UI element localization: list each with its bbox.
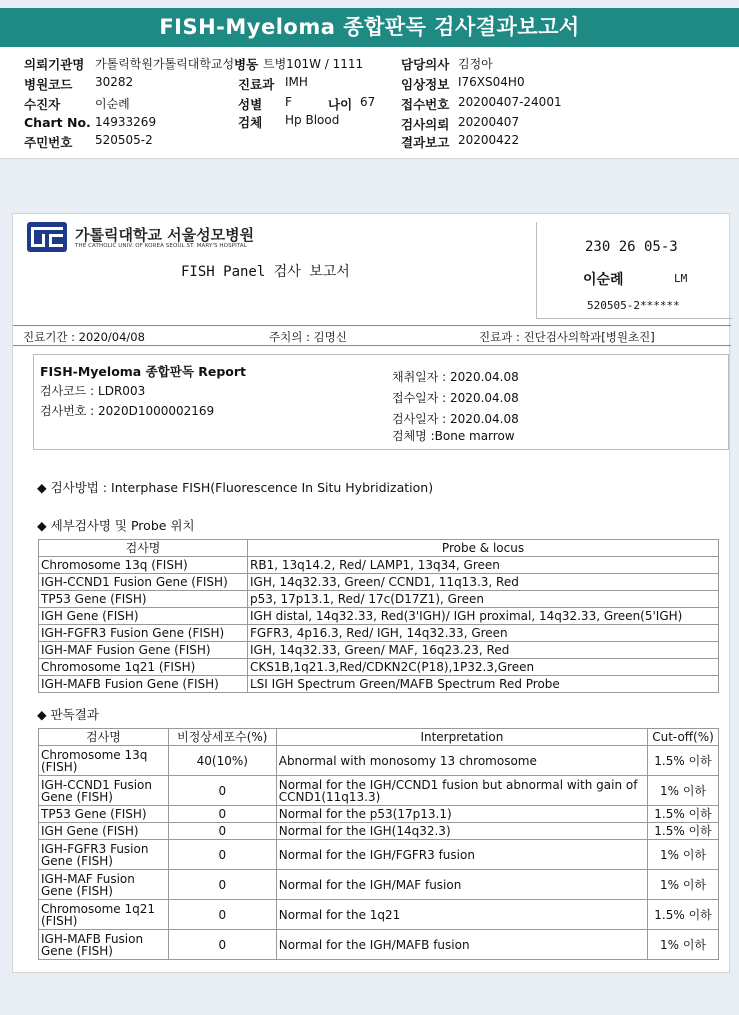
table-row bbox=[39, 840, 719, 870]
table-row bbox=[39, 659, 719, 676]
table-row bbox=[39, 625, 719, 642]
result-abnormal: 0 bbox=[168, 840, 276, 870]
result-test: Chromosome 13q (FISH) bbox=[39, 746, 169, 776]
probe-locus: p53, 17p13.1, Red/ 17c(D17Z1), Green bbox=[248, 591, 719, 608]
rrn-value: 520505-2 bbox=[95, 133, 153, 147]
probe-header-test: 검사명 bbox=[39, 540, 248, 557]
probe-test: Chromosome 1q21 (FISH) bbox=[39, 659, 248, 676]
result-test: Chromosome 1q21 (FISH) bbox=[39, 900, 169, 930]
examinee-label: 수진자 bbox=[24, 97, 61, 112]
probe-locus: CKS1B,1q21.3,Red/CDKN2C(P18),1P32.3,Green bbox=[248, 659, 719, 676]
result-cutoff: 1% 이하 bbox=[648, 870, 719, 900]
age-label: 나이 bbox=[328, 97, 353, 112]
probe-locus: IGH distal, 14q32.33, Red(3'IGH)/ IGH proximal, 14q32.33, Green(5'IGH) bbox=[248, 608, 719, 625]
probe-test: IGH-MAF Fusion Gene (FISH) bbox=[39, 642, 248, 659]
doctor-label: 담당의사 bbox=[401, 57, 450, 72]
specimen-name: 검체명 :Bone marrow bbox=[392, 429, 515, 443]
hospital-logo-icon bbox=[27, 222, 67, 252]
probe-test: IGH-FGFR3 Fusion Gene (FISH) bbox=[39, 625, 248, 642]
result-cutoff: 1% 이하 bbox=[648, 930, 719, 960]
table-row bbox=[39, 608, 719, 625]
patient-id-box bbox=[536, 222, 732, 319]
hospital-code-label: 병원코드 bbox=[24, 77, 73, 92]
rrn-label: 주민번호 bbox=[24, 135, 73, 150]
id-sex-code: LM bbox=[674, 272, 688, 285]
request-date-value: 20200407 bbox=[458, 115, 520, 129]
result-test: IGH-MAF Fusion Gene (FISH) bbox=[39, 870, 169, 900]
probe-locus: FGFR3, 4p16.3, Red/ IGH, 14q32.33, Green bbox=[248, 625, 719, 642]
report-title: FISH-Myeloma 종합판독 Report bbox=[40, 364, 247, 379]
id-rrn: 520505-2****** bbox=[587, 299, 680, 312]
table-row bbox=[39, 806, 719, 823]
table-row bbox=[39, 776, 719, 806]
doctor-value: 김정아 bbox=[458, 57, 493, 71]
patient-header bbox=[0, 47, 739, 159]
result-abnormal: 0 bbox=[168, 900, 276, 930]
collect-date: 채취일자 : 2020.04.08 bbox=[392, 370, 519, 384]
accession-label: 접수번호 bbox=[401, 97, 450, 112]
probe-locus: IGH, 14q32.33, Green/ MAF, 16q23.23, Red bbox=[248, 642, 719, 659]
id-code: 230 26 05-3 bbox=[585, 239, 678, 255]
method-line: ◆ 검사방법 : Interphase FISH(Fluorescence In Situ Hybridization) bbox=[37, 480, 434, 495]
probe-test: Chromosome 13q (FISH) bbox=[39, 557, 248, 574]
result-abnormal: 0 bbox=[168, 776, 276, 806]
report-title-bar: FISH-Myeloma 종합판독 검사결과보고서 bbox=[0, 8, 739, 47]
ward-label: 병동 bbox=[234, 57, 259, 72]
age-value: 67 bbox=[360, 95, 376, 109]
ward-value: 트병101W / 1111 bbox=[263, 57, 364, 71]
result-interpretation: Normal for the IGH/MAF fusion bbox=[276, 870, 647, 900]
result-section-title: ◆ 판독결과 bbox=[37, 707, 99, 722]
sex-value: F bbox=[285, 95, 292, 109]
table-row bbox=[39, 557, 719, 574]
probe-test: IGH-CCND1 Fusion Gene (FISH) bbox=[39, 574, 248, 591]
clinical-label: 임상정보 bbox=[401, 77, 450, 92]
report-summary-box bbox=[33, 354, 729, 450]
result-abnormal: 0 bbox=[168, 930, 276, 960]
table-row bbox=[39, 930, 719, 960]
probe-test: IGH Gene (FISH) bbox=[39, 608, 248, 625]
table-row bbox=[39, 900, 719, 930]
table-row bbox=[39, 746, 719, 776]
result-interpretation: Normal for the IGH/FGFR3 fusion bbox=[276, 840, 647, 870]
table-row bbox=[39, 870, 719, 900]
result-abnormal: 0 bbox=[168, 823, 276, 840]
chart-label: Chart No. bbox=[24, 115, 91, 130]
report-document bbox=[12, 213, 730, 973]
result-table-header bbox=[39, 729, 719, 746]
request-date-label: 검사의뢰 bbox=[401, 117, 450, 132]
chart-value: 14933269 bbox=[95, 115, 157, 129]
test-code: 검사코드 : LDR003 bbox=[40, 384, 146, 398]
report-date-label: 결과보고 bbox=[401, 135, 450, 150]
result-cutoff: 1.5% 이하 bbox=[648, 746, 719, 776]
result-interpretation: Normal for the IGH(14q32.3) bbox=[276, 823, 647, 840]
result-header-cutoff: Cut-off(%) bbox=[648, 729, 719, 746]
id-patient-name: 이순례 bbox=[583, 272, 624, 288]
result-test: IGH-CCND1 Fusion Gene (FISH) bbox=[39, 776, 169, 806]
result-header-test: 검사명 bbox=[39, 729, 169, 746]
table-row bbox=[39, 823, 719, 840]
probe-test: IGH-MAFB Fusion Gene (FISH) bbox=[39, 676, 248, 693]
receipt-date: 접수일자 : 2020.04.08 bbox=[392, 391, 519, 405]
result-cutoff: 1.5% 이하 bbox=[648, 806, 719, 823]
specimen-value: Hp Blood bbox=[285, 113, 340, 127]
institution-label: 의뢰기관명 bbox=[24, 57, 85, 72]
attending-physician: 주치의 : 김명신 bbox=[269, 330, 347, 344]
visit-info-line bbox=[13, 325, 731, 346]
probe-table-header bbox=[39, 540, 719, 557]
probe-test: TP53 Gene (FISH) bbox=[39, 591, 248, 608]
result-header-interpretation: Interpretation bbox=[276, 729, 647, 746]
probe-locus: IGH, 14q32.33, Green/ CCND1, 11q13.3, Red bbox=[248, 574, 719, 591]
table-row bbox=[39, 676, 719, 693]
result-test: TP53 Gene (FISH) bbox=[39, 806, 169, 823]
result-abnormal: 40(10%) bbox=[168, 746, 276, 776]
table-row bbox=[39, 591, 719, 608]
probe-section-title: ◆ 세부검사명 및 Probe 위치 bbox=[37, 518, 195, 533]
result-test: IGH Gene (FISH) bbox=[39, 823, 169, 840]
probe-locus: RB1, 13q14.2, Red/ LAMP1, 13q34, Green bbox=[248, 557, 719, 574]
report-date-value: 20200422 bbox=[458, 133, 520, 147]
result-interpretation: Normal for the p53(17p13.1) bbox=[276, 806, 647, 823]
result-interpretation: Abnormal with monosomy 13 chromosome bbox=[276, 746, 647, 776]
result-abnormal: 0 bbox=[168, 806, 276, 823]
visit-dept: 진료과 : 진단검사의학과[병원초진] bbox=[479, 330, 655, 344]
result-abnormal: 0 bbox=[168, 870, 276, 900]
dept-value: IMH bbox=[285, 75, 308, 89]
result-table bbox=[38, 728, 719, 960]
specimen-label: 검체 bbox=[238, 115, 263, 130]
probe-table bbox=[38, 539, 719, 693]
result-interpretation: Normal for the 1q21 bbox=[276, 900, 647, 930]
dept-label: 진료과 bbox=[238, 77, 275, 92]
result-interpretation: Normal for the IGH/CCND1 fusion but abnormal with gain of CCND1(11q13.3) bbox=[276, 776, 647, 806]
result-interpretation: Normal for the IGH/MAFB fusion bbox=[276, 930, 647, 960]
result-header-abnormal: 비정상세포수(%) bbox=[168, 729, 276, 746]
test-date: 검사일자 : 2020.04.08 bbox=[392, 412, 519, 426]
result-cutoff: 1% 이하 bbox=[648, 840, 719, 870]
panel-title: FISH Panel 검사 보고서 bbox=[181, 264, 350, 280]
accession-value: 20200407-24001 bbox=[458, 95, 562, 109]
probe-locus: LSI IGH Spectrum Green/MAFB Spectrum Red Probe bbox=[248, 676, 719, 693]
probe-header-locus: Probe & locus bbox=[248, 540, 719, 557]
hospital-code-value: 30282 bbox=[95, 75, 134, 89]
test-number: 검사번호 : 2020D1000002169 bbox=[40, 404, 215, 418]
visit-period: 진료기간 : 2020/04/08 bbox=[23, 330, 145, 344]
hospital-subtitle: THE CATHOLIC UNIV. OF KOREA SEOUL ST. MARY'S HOSPITAL bbox=[75, 243, 247, 249]
result-cutoff: 1.5% 이하 bbox=[648, 823, 719, 840]
table-row bbox=[39, 642, 719, 659]
table-row bbox=[39, 574, 719, 591]
institution-value: 가톨릭학원가톨릭대학교성 bbox=[95, 57, 235, 71]
result-cutoff: 1.5% 이하 bbox=[648, 900, 719, 930]
hospital-name: 가톨릭대학교 서울성모병원 bbox=[75, 226, 255, 244]
result-test: IGH-MAFB Fusion Gene (FISH) bbox=[39, 930, 169, 960]
result-cutoff: 1% 이하 bbox=[648, 776, 719, 806]
examinee-value: 이순례 bbox=[95, 97, 130, 111]
sex-label: 성별 bbox=[238, 97, 263, 112]
result-test: IGH-FGFR3 Fusion Gene (FISH) bbox=[39, 840, 169, 870]
clinical-value: I76XS04H0 bbox=[458, 75, 525, 89]
